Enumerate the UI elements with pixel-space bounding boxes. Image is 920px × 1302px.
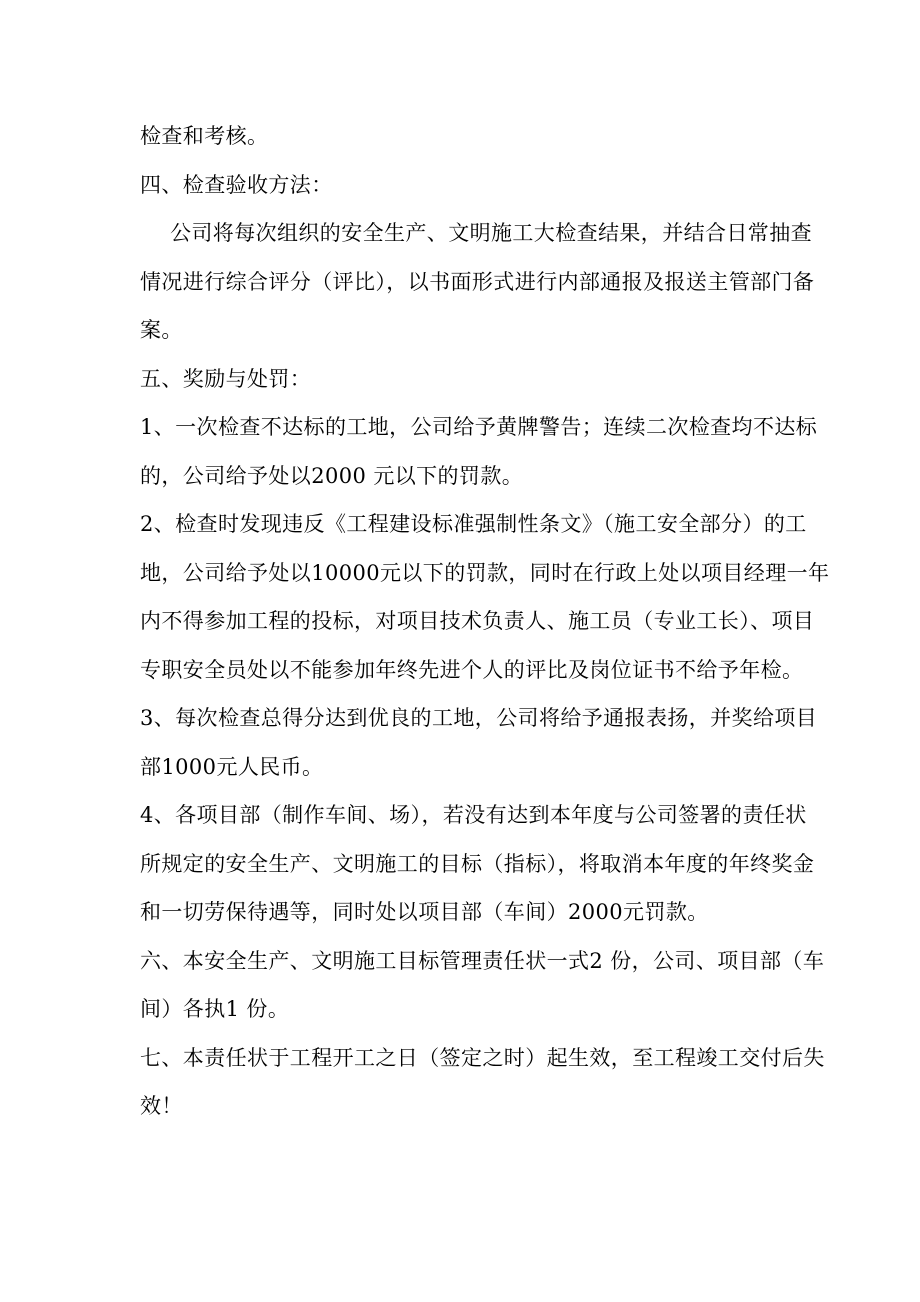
section-heading-inspection-method: 四、检查验收方法： xyxy=(140,172,333,197)
list-item-4: 4、各项目部（制作车间、场），若没有达到本年度与公司签署的责任状 xyxy=(140,803,807,827)
text-line: 公司将每次组织的安全生产、文明施工大检查结果，并结合日常抽查 xyxy=(170,221,812,245)
text-line: 间）各执1 份。 xyxy=(140,997,290,1021)
document-body xyxy=(140,112,830,1131)
text-line: 所规定的安全生产、文明施工的目标（指标），将取消本年度的年终奖金 xyxy=(140,851,815,876)
text-line: 专职安全员处以不能参加年终先进个人的评比及岗位证书不给予年检。 xyxy=(140,657,804,682)
list-item-3: 3、每次检查总得分达到优良的工地，公司将给予通报表扬，并奖给项目 xyxy=(140,706,818,730)
list-item-2: 2、检查时发现违反《工程建设标准强制性条文》（施工安全部分）的工 xyxy=(140,512,807,536)
text-line: 的，公司给予处以2000 元以下的罚款。 xyxy=(140,463,524,488)
section-heading-copies: 六、本安全生产、文明施工目标管理责任状一式2 份，公司、项目部（车 xyxy=(140,948,825,973)
list-item-1: 1、一次检查不达标的工地，公司给予黄牌警告；连续二次检查均不达标 xyxy=(140,415,818,439)
text-line: 检查和考核。 xyxy=(140,124,269,148)
section-heading-rewards-penalties: 五、奖励与处罚： xyxy=(140,366,312,391)
text-line: 部1000元人民币。 xyxy=(140,754,324,779)
text-line: 和一切劳保待遇等，同时处以项目部（车间）2000元罚款。 xyxy=(140,900,709,924)
text-line: 地，公司给予处以10000元以下的罚款，同时在行政上处以项目经理一年 xyxy=(140,560,830,585)
text-line: 案。 xyxy=(140,318,183,342)
text-line: 内不得参加工程的投标，对项目技术负责人、施工员（专业工长）、项目 xyxy=(140,609,815,633)
text-line: 情况进行综合评分（评比），以书面形式进行内部通报及报送主管部门备 xyxy=(140,269,815,294)
text-line: 效！ xyxy=(140,1094,183,1118)
section-heading-effective-date: 七、本责任状于工程开工之日（签定之时）起生效，至工程竣工交付后失 xyxy=(140,1045,825,1070)
